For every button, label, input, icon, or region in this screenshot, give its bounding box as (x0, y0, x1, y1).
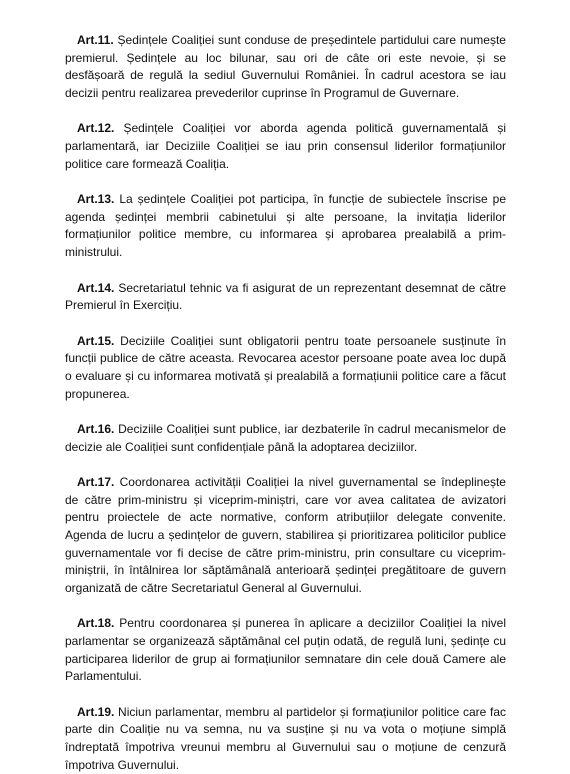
article-text: Coordonarea activității Coaliției la nivel guvernamental se îndeplinește de către prim-ministru și viceprim-miniștri, care vor avea calitatea de avizatori pentru proiectele de acte normative, conform atribuțiilor delegate convenite. Agenda de lucru a ședințelor de guvern, stabilirea și prioritizarea politicilor publice guvernamentale vor fi decise de către prim-ministru, prin consultare cu viceprim-miniștrii, în întâlnirea lor săptămânală anterioară ședinței pregătitoare de guvern organizată de către Secretariatul General al Guvernului. (65, 475, 506, 595)
article-12 (65, 120, 506, 173)
article-16 (65, 421, 506, 456)
article-number: Art.19. (77, 704, 115, 719)
article-text: Ședințele Coaliției sunt conduse de președintele partidului care numește premierul. Ședințele au loc bilunar, sau ori de câte ori este nevoie, și se desfășoară de regulă la sediul Guvernului României. În cadrul acestora se iau decizii pentru realizarea prevederilor cuprinse în Programul de Guvernare. (65, 33, 506, 100)
article-text: Secretariatul tehnic va fi asigurat de un reprezentant desemnat de către Premierul în Exercițiu. (65, 280, 506, 313)
article-text: La ședințele Coaliției pot participa, în funcție de subiectele înscrise pe agenda ședinței membrii cabinetului și alte persoane, la invitația liderilor formațiunilor politice membre, cu informarea și aprobarea prealabilă a prim-ministrului. (65, 192, 506, 259)
article-number: Art.17. (77, 475, 115, 490)
article-number: Art.13. (77, 192, 115, 207)
article-number: Art.11. (77, 33, 114, 47)
article-number: Art.16. (77, 422, 115, 437)
article-text: Deciziile Coaliției sunt obligatorii pentru toate persoanele susținute în funcții publice de către aceasta. Revocarea acestor persoane poate avea loc după o evaluare și cu informarea motivată și prealabilă a formațiunii politice care a făcut propunerea. (65, 333, 506, 401)
article-number: Art.14. (77, 280, 115, 295)
article-text: Pentru coordonarea și punerea în aplicare a deciziilor Coaliției la nivel parlamentar se organizează săptămânal cel puțin odată, de regulă luni, ședințe cu participarea liderilor de grup ai formațiunilor semnatare din cele două Camere ale Parlamentului. (65, 616, 506, 684)
article-number: Art.18. (77, 616, 115, 631)
article-13 (65, 191, 506, 261)
article-text: Niciun parlamentar, membru al partidelor și formațiunilor politice care fac parte din Coaliție nu va semna, nu va susține și nu va vota o moțiune simplă îndreptată împotriva vreunui membru al Guvernului sau o moțiune de cenzură împotriva Guvernului. (65, 704, 506, 772)
article-11 (65, 32, 506, 102)
article-17 (65, 474, 506, 597)
article-18 (65, 615, 506, 685)
article-19 (65, 704, 506, 774)
article-text: Ședințele Coaliției vor aborda agenda politică guvernamentală și parlamentară, iar Deciziile Coaliției se iau prin consensul liderilor formațiunilor politice care formează Coaliția. (65, 121, 506, 171)
article-number: Art.12. (77, 121, 115, 136)
article-number: Art.15. (77, 333, 115, 348)
article-text: Deciziile Coaliției sunt publice, iar dezbaterile în cadrul mecanismelor de decizie ale Coaliției sunt confidențiale până la adoptarea deciziilor. (65, 422, 506, 454)
article-14 (65, 280, 506, 315)
article-15 (65, 333, 506, 403)
